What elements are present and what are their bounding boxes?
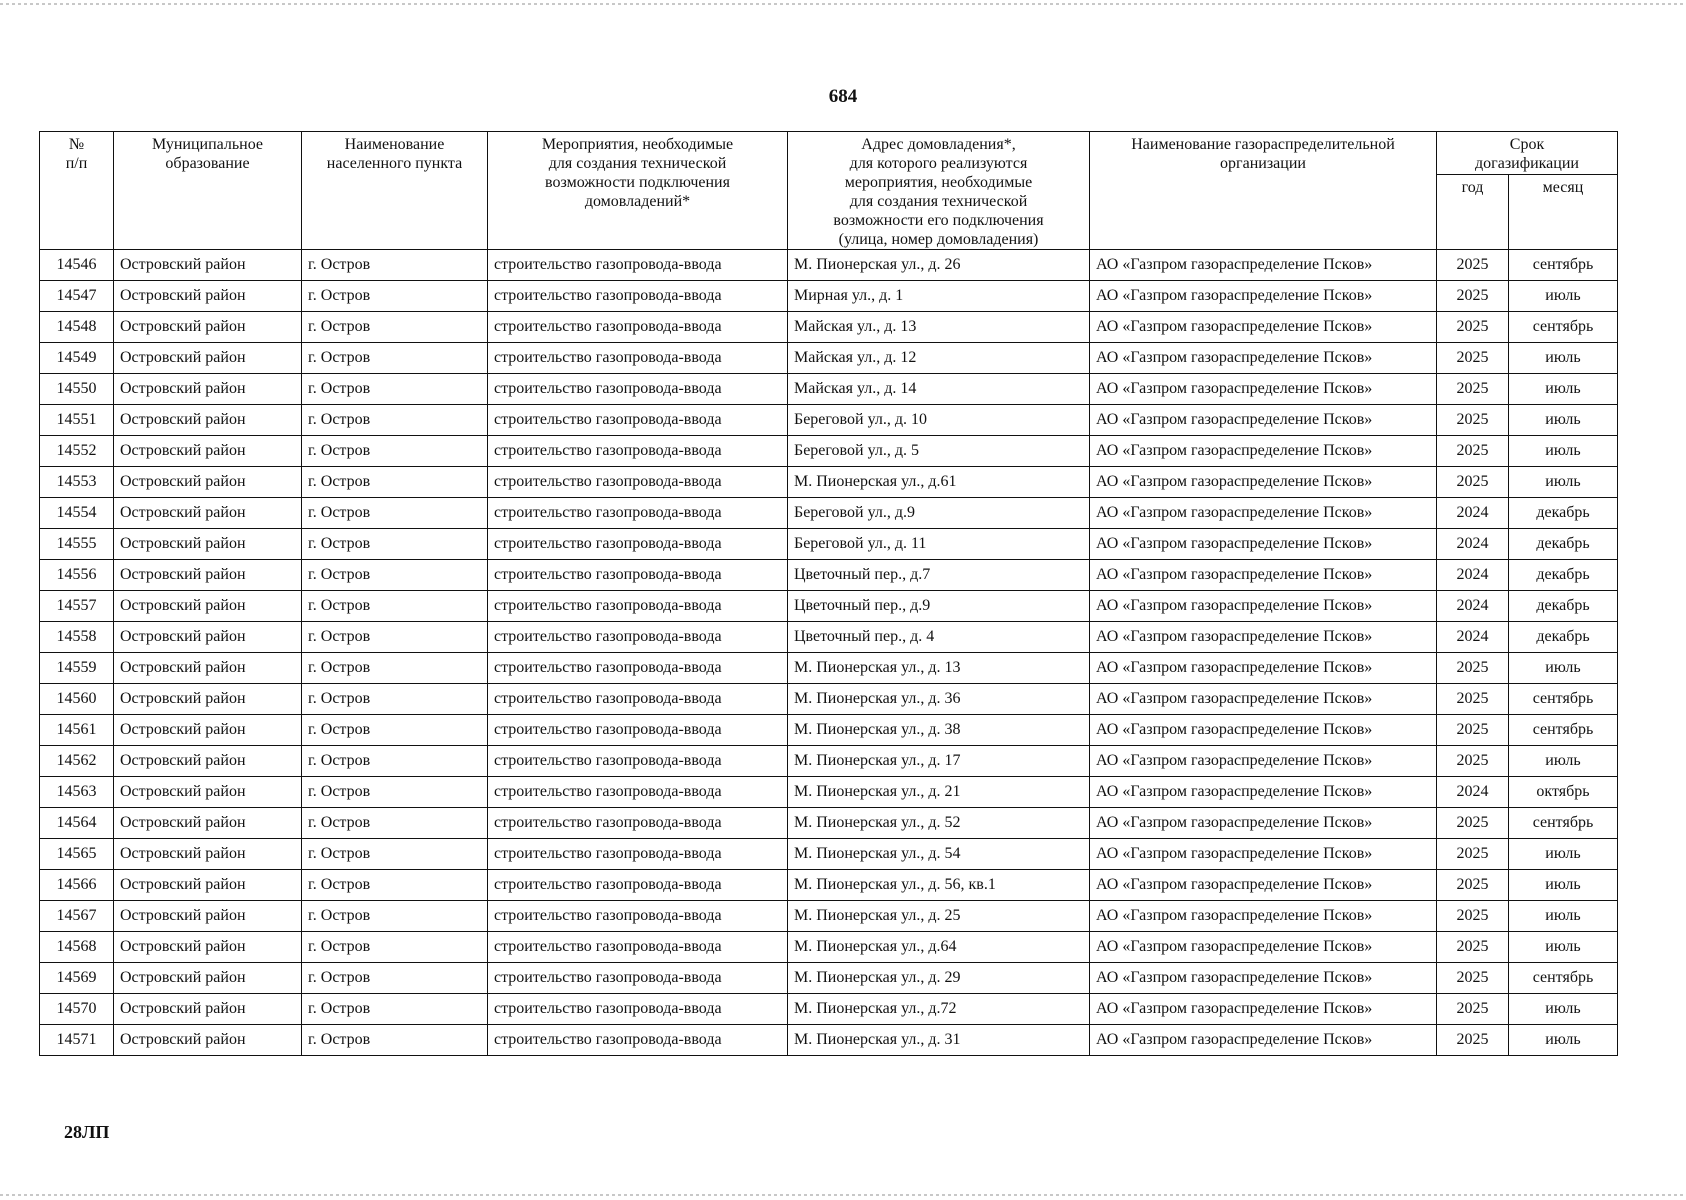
row-org: АО «Газпром газораспределение Псков» — [1090, 405, 1437, 436]
table-row — [40, 436, 1618, 467]
row-settlement: г. Остров — [302, 529, 488, 560]
row-settlement: г. Остров — [302, 932, 488, 963]
row-year: 2025 — [1437, 684, 1509, 715]
row-settlement: г. Остров — [302, 684, 488, 715]
row-municipality: Островский район — [114, 1025, 302, 1056]
table-row — [40, 839, 1618, 870]
row-org: АО «Газпром газораспределение Псков» — [1090, 870, 1437, 901]
row-municipality: Островский район — [114, 746, 302, 777]
row-settlement: г. Остров — [302, 715, 488, 746]
row-org: АО «Газпром газораспределение Псков» — [1090, 560, 1437, 591]
row-measure: строительство газопровода-ввода — [488, 653, 788, 684]
footer-code: 28ЛП — [64, 1122, 110, 1142]
row-number: 14565 — [40, 839, 114, 870]
row-measure: строительство газопровода-ввода — [488, 1025, 788, 1056]
row-org: АО «Газпром газораспределение Псков» — [1090, 715, 1437, 746]
row-month: декабрь — [1509, 498, 1618, 529]
row-number: 14546 — [40, 250, 114, 281]
header-address: Адрес домовладения*, для которого реализуются мероприятия, необходимые для создания технической возможности его подключения (улица, номер домовладения) — [788, 132, 1090, 250]
row-address: М. Пионерская ул., д. 13 — [788, 653, 1090, 684]
table-row — [40, 498, 1618, 529]
row-measure: строительство газопровода-ввода — [488, 994, 788, 1025]
row-org: АО «Газпром газораспределение Псков» — [1090, 839, 1437, 870]
row-address: М. Пионерская ул., д. 31 — [788, 1025, 1090, 1056]
row-org: АО «Газпром газораспределение Псков» — [1090, 932, 1437, 963]
row-month: июль — [1509, 467, 1618, 498]
table-row — [40, 405, 1618, 436]
row-year: 2025 — [1437, 870, 1509, 901]
row-address: М. Пионерская ул., д. 54 — [788, 839, 1090, 870]
row-settlement: г. Остров — [302, 1025, 488, 1056]
row-number: 14557 — [40, 591, 114, 622]
row-month: июль — [1509, 653, 1618, 684]
row-municipality: Островский район — [114, 250, 302, 281]
row-address: М. Пионерская ул., д. 36 — [788, 684, 1090, 715]
table-row — [40, 746, 1618, 777]
row-number: 14567 — [40, 901, 114, 932]
row-number: 14564 — [40, 808, 114, 839]
row-org: АО «Газпром газораспределение Псков» — [1090, 436, 1437, 467]
row-number: 14550 — [40, 374, 114, 405]
row-month: декабрь — [1509, 529, 1618, 560]
row-number: 14556 — [40, 560, 114, 591]
row-year: 2025 — [1437, 343, 1509, 374]
row-number: 14552 — [40, 436, 114, 467]
row-org: АО «Газпром газораспределение Псков» — [1090, 312, 1437, 343]
header-num: № п/п — [40, 132, 114, 250]
table-row — [40, 529, 1618, 560]
row-year: 2025 — [1437, 250, 1509, 281]
table-row — [40, 808, 1618, 839]
row-address: М. Пионерская ул., д. 25 — [788, 901, 1090, 932]
row-measure: строительство газопровода-ввода — [488, 963, 788, 994]
table-row — [40, 684, 1618, 715]
row-municipality: Островский район — [114, 715, 302, 746]
row-measure: строительство газопровода-ввода — [488, 591, 788, 622]
row-municipality: Островский район — [114, 963, 302, 994]
table-row — [40, 467, 1618, 498]
row-month: июль — [1509, 870, 1618, 901]
scan-artifact-top — [0, 3, 1686, 5]
row-year: 2025 — [1437, 808, 1509, 839]
row-settlement: г. Остров — [302, 374, 488, 405]
row-org: АО «Газпром газораспределение Псков» — [1090, 994, 1437, 1025]
row-org: АО «Газпром газораспределение Псков» — [1090, 374, 1437, 405]
table-row — [40, 312, 1618, 343]
table-row — [40, 901, 1618, 932]
row-settlement: г. Остров — [302, 963, 488, 994]
header-month: месяц — [1509, 175, 1618, 250]
row-address: Цветочный пер., д.9 — [788, 591, 1090, 622]
row-settlement: г. Остров — [302, 591, 488, 622]
row-month: июль — [1509, 436, 1618, 467]
row-address: М. Пионерская ул., д. 29 — [788, 963, 1090, 994]
row-year: 2024 — [1437, 622, 1509, 653]
row-address: Береговой ул., д. 5 — [788, 436, 1090, 467]
row-month: июль — [1509, 901, 1618, 932]
row-address: М. Пионерская ул., д. 52 — [788, 808, 1090, 839]
row-measure: строительство газопровода-ввода — [488, 467, 788, 498]
table-row — [40, 715, 1618, 746]
row-number: 14548 — [40, 312, 114, 343]
row-settlement: г. Остров — [302, 746, 488, 777]
row-month: июль — [1509, 405, 1618, 436]
table-row — [40, 653, 1618, 684]
table-row — [40, 870, 1618, 901]
row-municipality: Островский район — [114, 839, 302, 870]
row-address: М. Пионерская ул., д. 21 — [788, 777, 1090, 808]
row-settlement: г. Остров — [302, 343, 488, 374]
row-year: 2024 — [1437, 498, 1509, 529]
row-settlement: г. Остров — [302, 777, 488, 808]
row-address: М. Пионерская ул., д. 38 — [788, 715, 1090, 746]
row-month: сентябрь — [1509, 250, 1618, 281]
table-row — [40, 591, 1618, 622]
row-month: июль — [1509, 839, 1618, 870]
row-address: М. Пионерская ул., д.64 — [788, 932, 1090, 963]
row-settlement: г. Остров — [302, 250, 488, 281]
row-number: 14555 — [40, 529, 114, 560]
row-year: 2025 — [1437, 312, 1509, 343]
row-address: М. Пионерская ул., д. 56, кв.1 — [788, 870, 1090, 901]
row-year: 2025 — [1437, 467, 1509, 498]
row-measure: строительство газопровода-ввода — [488, 436, 788, 467]
row-settlement: г. Остров — [302, 622, 488, 653]
row-municipality: Островский район — [114, 684, 302, 715]
row-measure: строительство газопровода-ввода — [488, 870, 788, 901]
row-number: 14568 — [40, 932, 114, 963]
gasification-table — [39, 131, 1618, 1056]
row-org: АО «Газпром газораспределение Псков» — [1090, 250, 1437, 281]
table-row — [40, 994, 1618, 1025]
row-year: 2025 — [1437, 1025, 1509, 1056]
row-municipality: Островский район — [114, 436, 302, 467]
row-year: 2024 — [1437, 529, 1509, 560]
row-measure: строительство газопровода-ввода — [488, 529, 788, 560]
row-year: 2025 — [1437, 901, 1509, 932]
scan-artifact-bottom — [0, 1194, 1686, 1196]
row-measure: строительство газопровода-ввода — [488, 839, 788, 870]
row-municipality: Островский район — [114, 312, 302, 343]
row-settlement: г. Остров — [302, 901, 488, 932]
row-measure: строительство газопровода-ввода — [488, 498, 788, 529]
table-body — [40, 250, 1618, 1056]
row-municipality: Островский район — [114, 281, 302, 312]
row-org: АО «Газпром газораспределение Псков» — [1090, 1025, 1437, 1056]
row-number: 14562 — [40, 746, 114, 777]
row-year: 2025 — [1437, 839, 1509, 870]
row-month: октябрь — [1509, 777, 1618, 808]
row-number: 14558 — [40, 622, 114, 653]
table-row — [40, 963, 1618, 994]
row-month: декабрь — [1509, 560, 1618, 591]
row-settlement: г. Остров — [302, 281, 488, 312]
row-measure: строительство газопровода-ввода — [488, 715, 788, 746]
row-municipality: Островский район — [114, 405, 302, 436]
row-measure: строительство газопровода-ввода — [488, 312, 788, 343]
row-year: 2025 — [1437, 653, 1509, 684]
row-settlement: г. Остров — [302, 994, 488, 1025]
row-measure: строительство газопровода-ввода — [488, 250, 788, 281]
row-org: АО «Газпром газораспределение Псков» — [1090, 529, 1437, 560]
row-measure: строительство газопровода-ввода — [488, 560, 788, 591]
row-org: АО «Газпром газораспределение Псков» — [1090, 777, 1437, 808]
row-measure: строительство газопровода-ввода — [488, 808, 788, 839]
row-settlement: г. Остров — [302, 560, 488, 591]
row-year: 2025 — [1437, 932, 1509, 963]
row-address: М. Пионерская ул., д. 17 — [788, 746, 1090, 777]
row-number: 14563 — [40, 777, 114, 808]
row-org: АО «Газпром газораспределение Псков» — [1090, 343, 1437, 374]
row-month: сентябрь — [1509, 684, 1618, 715]
row-municipality: Островский район — [114, 932, 302, 963]
row-month: июль — [1509, 343, 1618, 374]
row-org: АО «Газпром газораспределение Псков» — [1090, 963, 1437, 994]
header-org: Наименование газораспределительной организации — [1090, 132, 1437, 250]
row-month: сентябрь — [1509, 808, 1618, 839]
row-settlement: г. Остров — [302, 312, 488, 343]
row-month: июль — [1509, 746, 1618, 777]
header-municipality: Муниципальное образование — [114, 132, 302, 250]
row-address: Цветочный пер., д.7 — [788, 560, 1090, 591]
table-row — [40, 560, 1618, 591]
row-year: 2024 — [1437, 591, 1509, 622]
row-measure: строительство газопровода-ввода — [488, 901, 788, 932]
header-settlement: Наименование населенного пункта — [302, 132, 488, 250]
row-number: 14561 — [40, 715, 114, 746]
row-municipality: Островский район — [114, 560, 302, 591]
row-number: 14559 — [40, 653, 114, 684]
row-address: Цветочный пер., д. 4 — [788, 622, 1090, 653]
row-number: 14549 — [40, 343, 114, 374]
row-municipality: Островский район — [114, 777, 302, 808]
row-year: 2025 — [1437, 374, 1509, 405]
row-number: 14570 — [40, 994, 114, 1025]
row-address: Береговой ул., д.9 — [788, 498, 1090, 529]
row-number: 14560 — [40, 684, 114, 715]
row-municipality: Островский район — [114, 343, 302, 374]
row-municipality: Островский район — [114, 808, 302, 839]
row-municipality: Островский район — [114, 498, 302, 529]
row-address: М. Пионерская ул., д.61 — [788, 467, 1090, 498]
row-month: июль — [1509, 932, 1618, 963]
row-municipality: Островский район — [114, 591, 302, 622]
row-year: 2025 — [1437, 436, 1509, 467]
row-municipality: Островский район — [114, 901, 302, 932]
row-year: 2025 — [1437, 746, 1509, 777]
header-year: год — [1437, 175, 1509, 250]
row-year: 2024 — [1437, 560, 1509, 591]
row-measure: строительство газопровода-ввода — [488, 622, 788, 653]
row-settlement: г. Остров — [302, 498, 488, 529]
row-settlement: г. Остров — [302, 808, 488, 839]
row-org: АО «Газпром газораспределение Псков» — [1090, 281, 1437, 312]
row-measure: строительство газопровода-ввода — [488, 746, 788, 777]
table-row — [40, 343, 1618, 374]
row-municipality: Островский район — [114, 994, 302, 1025]
row-number: 14551 — [40, 405, 114, 436]
row-month: июль — [1509, 374, 1618, 405]
row-address: Майская ул., д. 13 — [788, 312, 1090, 343]
row-month: сентябрь — [1509, 312, 1618, 343]
row-address: Майская ул., д. 14 — [788, 374, 1090, 405]
row-month: сентябрь — [1509, 715, 1618, 746]
table-row — [40, 777, 1618, 808]
row-settlement: г. Остров — [302, 839, 488, 870]
row-month: декабрь — [1509, 622, 1618, 653]
row-measure: строительство газопровода-ввода — [488, 374, 788, 405]
row-org: АО «Газпром газораспределение Псков» — [1090, 901, 1437, 932]
row-measure: строительство газопровода-ввода — [488, 684, 788, 715]
row-settlement: г. Остров — [302, 405, 488, 436]
row-number: 14553 — [40, 467, 114, 498]
row-settlement: г. Остров — [302, 467, 488, 498]
header-measures: Мероприятия, необходимые для создания технической возможности подключения домовладений* — [488, 132, 788, 250]
row-municipality: Островский район — [114, 622, 302, 653]
row-month: июль — [1509, 1025, 1618, 1056]
table-header — [40, 132, 1618, 250]
row-org: АО «Газпром газораспределение Псков» — [1090, 746, 1437, 777]
row-number: 14554 — [40, 498, 114, 529]
row-number: 14547 — [40, 281, 114, 312]
table-row — [40, 281, 1618, 312]
row-month: сентябрь — [1509, 963, 1618, 994]
row-settlement: г. Остров — [302, 870, 488, 901]
row-address: М. Пионерская ул., д.72 — [788, 994, 1090, 1025]
row-year: 2025 — [1437, 715, 1509, 746]
row-address: Мирная ул., д. 1 — [788, 281, 1090, 312]
row-number: 14566 — [40, 870, 114, 901]
row-month: июль — [1509, 281, 1618, 312]
row-municipality: Островский район — [114, 870, 302, 901]
table-row — [40, 374, 1618, 405]
row-municipality: Островский район — [114, 529, 302, 560]
row-org: АО «Газпром газораспределение Псков» — [1090, 684, 1437, 715]
row-org: АО «Газпром газораспределение Псков» — [1090, 591, 1437, 622]
row-org: АО «Газпром газораспределение Псков» — [1090, 498, 1437, 529]
row-municipality: Островский район — [114, 653, 302, 684]
header-term: Срок догазификации — [1437, 132, 1618, 175]
row-settlement: г. Остров — [302, 436, 488, 467]
row-year: 2025 — [1437, 994, 1509, 1025]
row-address: М. Пионерская ул., д. 26 — [788, 250, 1090, 281]
row-org: АО «Газпром газораспределение Псков» — [1090, 467, 1437, 498]
row-measure: строительство газопровода-ввода — [488, 343, 788, 374]
row-month: июль — [1509, 994, 1618, 1025]
row-org: АО «Газпром газораспределение Псков» — [1090, 622, 1437, 653]
row-measure: строительство газопровода-ввода — [488, 281, 788, 312]
table-row — [40, 1025, 1618, 1056]
row-municipality: Островский район — [114, 467, 302, 498]
row-measure: строительство газопровода-ввода — [488, 405, 788, 436]
row-municipality: Островский район — [114, 374, 302, 405]
row-number: 14571 — [40, 1025, 114, 1056]
row-settlement: г. Остров — [302, 653, 488, 684]
row-year: 2025 — [1437, 963, 1509, 994]
row-address: Майская ул., д. 12 — [788, 343, 1090, 374]
row-measure: строительство газопровода-ввода — [488, 932, 788, 963]
row-year: 2024 — [1437, 777, 1509, 808]
row-address: Береговой ул., д. 11 — [788, 529, 1090, 560]
row-measure: строительство газопровода-ввода — [488, 777, 788, 808]
row-org: АО «Газпром газораспределение Псков» — [1090, 808, 1437, 839]
table-row — [40, 250, 1618, 281]
page-number: 684 — [828, 86, 858, 107]
row-address: Береговой ул., д. 10 — [788, 405, 1090, 436]
row-org: АО «Газпром газораспределение Псков» — [1090, 653, 1437, 684]
table-row — [40, 932, 1618, 963]
row-number: 14569 — [40, 963, 114, 994]
row-month: декабрь — [1509, 591, 1618, 622]
row-year: 2025 — [1437, 281, 1509, 312]
table-row — [40, 622, 1618, 653]
row-year: 2025 — [1437, 405, 1509, 436]
